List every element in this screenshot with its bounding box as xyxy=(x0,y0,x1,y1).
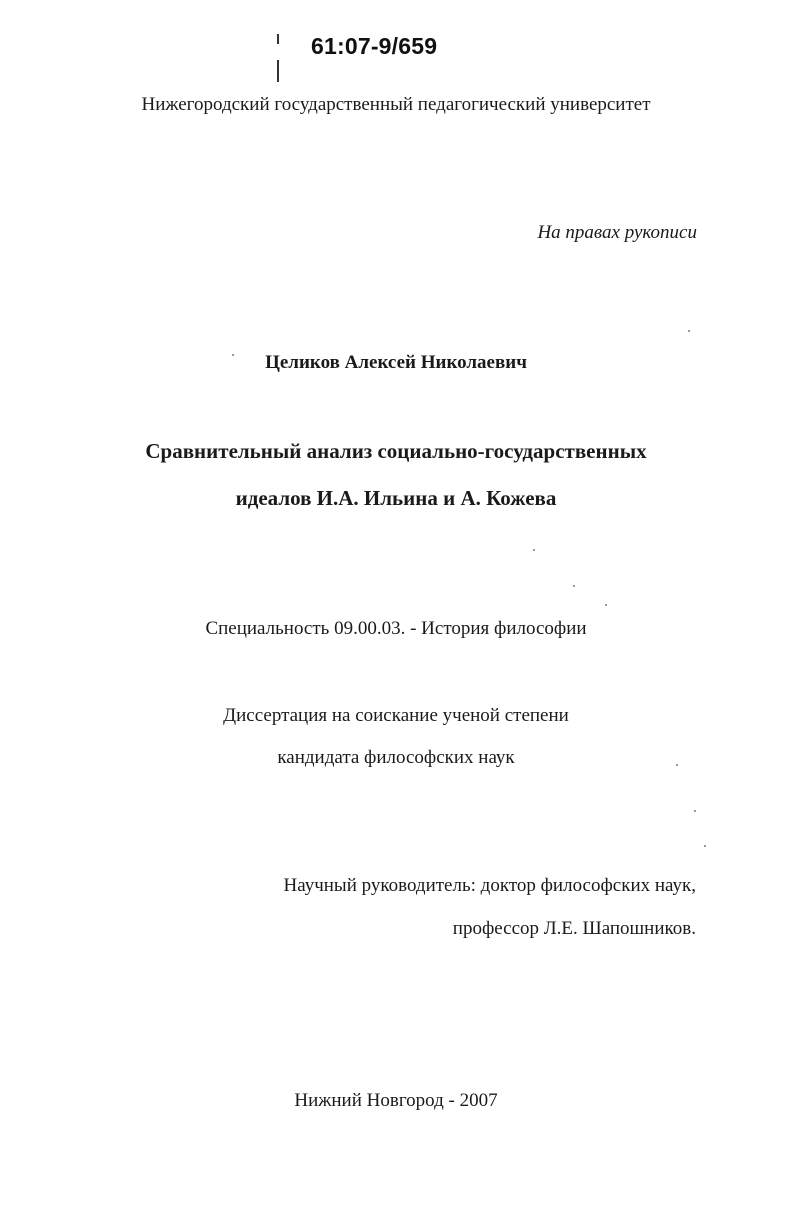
catalog-number: 61:07-9/659 xyxy=(311,33,438,59)
scan-speck xyxy=(232,354,234,356)
degree-line-2: кандидата философских наук xyxy=(277,747,515,768)
thesis-title-line-1: Сравнительный анализ социально-государственных xyxy=(145,439,647,463)
scan-margin-mark xyxy=(277,60,279,82)
specialty: Специальность 09.00.03. - История философии xyxy=(205,618,587,639)
city-year: Нижний Новгород - 2007 xyxy=(294,1090,498,1111)
supervisor-line-1: Научный руководитель: доктор философских наук, xyxy=(283,875,696,896)
scan-speck xyxy=(573,585,575,587)
author-name: Целиков Алексей Николаевич xyxy=(265,352,527,373)
supervisor-line-2: профессор Л.Е. Шапошников. xyxy=(452,918,696,939)
degree-line-1: Диссертация на соискание ученой степени xyxy=(223,705,569,726)
rights-note: На правах рукописи xyxy=(537,222,697,243)
scan-speck xyxy=(694,810,696,812)
scan-speck xyxy=(704,845,706,847)
thesis-title-line-2: идеалов И.А. Ильина и А. Кожева xyxy=(235,486,557,510)
university-name: Нижегородский государственный педагогический университет xyxy=(141,94,651,115)
scan-speck xyxy=(676,764,678,766)
scan-margin-mark xyxy=(277,34,279,44)
scan-speck xyxy=(605,604,607,606)
scan-speck xyxy=(533,549,535,551)
scan-speck xyxy=(688,330,690,332)
